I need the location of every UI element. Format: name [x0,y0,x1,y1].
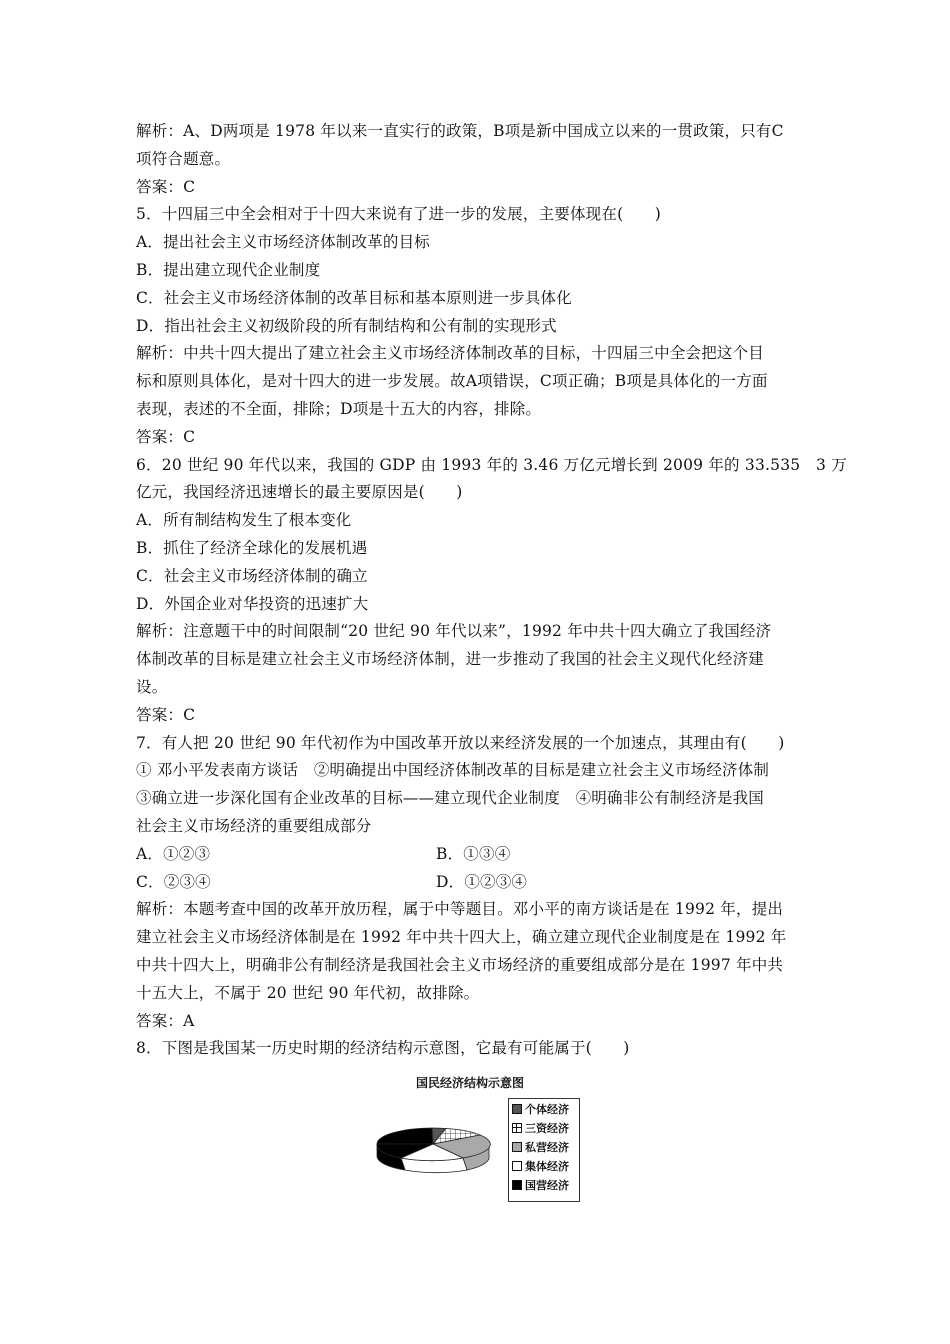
text-line: 解析：中共十四大提出了建立社会主义市场经济体制改革的目标，十四届三中全会把这个目 [136,344,765,363]
pie-chart-3d [370,1118,498,1182]
text-line: 解析：本题考查中国的改革开放历程，属于中等题目。邓小平的南方谈话是在 1992 年，提出 [136,900,784,919]
text-line: 亿元，我国经济迅速增长的最主要原因是( ) [136,483,463,502]
text-line: 标和原则具体化，是对十四大的进一步发展。故A项错误，C项正确；B项是具体化的一方面 [136,372,768,391]
text-line: ① 邓小平发表南方谈话 ②明确提出中国经济体制改革的目标是建立社会主义市场经济体制 [136,761,770,780]
text-line: 项符合题意。 [136,149,231,168]
chart-legend [508,1098,580,1202]
text-line: 设。 [136,677,168,696]
legend-label: 个体经济 [525,1102,569,1116]
options-row [136,841,816,869]
text-line: ③确立进一步深化国有企业改革的目标——建立现代企业制度 ④明确非公有制经济是我国 [136,789,765,808]
document-page [136,118,847,1063]
legend-item [509,1156,579,1175]
text-line: 表现，表述的不全面，排除；D项是十五大的内容，排除。 [136,399,542,418]
option-d: D．①②③④ [436,872,528,891]
option-line: B．抓住了经济全球化的发展机遇 [136,538,368,557]
option-line: B．提出建立现代企业制度 [136,260,321,279]
pie-slice-state-owned [377,1128,433,1144]
legend-swatch [512,1123,522,1133]
text-line: 社会主义市场经济的重要组成部分 [136,816,372,835]
figure-title: 国民经济结构示意图 [416,1076,525,1090]
answer-line: 答案：C [136,705,196,724]
option-line: A．提出社会主义市场经济体制改革的目标 [136,233,430,252]
options-row [136,869,816,897]
option-a: A．①②③ [136,844,211,863]
option-line: D．外国企业对华投资的迅速扩大 [136,594,369,613]
answer-line: 答案：A [136,1011,195,1030]
text-line: 中共十四大上，明确非公有制经济是我国社会主义市场经济的重要组成部分是在 1997 年中共 [136,955,784,974]
option-line: D．指出社会主义初级阶段的所有制结构和公有制的实现形式 [136,316,557,335]
text-line: 解析：A、D两项是 1978 年以来一直实行的政策，B项是新中国成立以来的一贯政策，只有C [136,122,784,140]
option-b: B．①③④ [436,844,511,863]
option-c: C．②③④ [136,872,211,891]
economy-structure-figure [360,1074,600,1214]
legend-swatch [512,1104,522,1114]
text-block-bottom [136,896,816,1063]
option-line: C．社会主义市场经济体制的改革目标和基本原则进一步具体化 [136,288,572,307]
text-line: 建立社会主义市场经济体制是在 1992 年中共十四大上，确立建立现代企业制度是在 1992 年 [136,928,787,947]
option-line: C．社会主义市场经济体制的确立 [136,566,368,585]
legend-item [509,1175,579,1194]
legend-item [509,1137,579,1156]
answer-line: 答案：C [136,177,196,196]
legend-swatch [512,1142,522,1152]
legend-swatch [512,1180,522,1190]
legend-label: 集体经济 [525,1159,569,1173]
text-line: 解析：注意题干中的时间限制“20 世纪 90 年代以来”，1992 年中共十四大确立了我国经济 [136,622,772,641]
question-8: 8．下图是我国某一历史时期的经济结构示意图，它最有可能属于( ) [136,1039,630,1058]
legend-label: 三资经济 [525,1121,569,1135]
legend-label: 私营经济 [525,1140,569,1154]
question-6: 6．20 世纪 90 年代以来，我国的 GDP 由 1993 年的 3.46 万亿元增长到 2009 年的 33.535 3 万 [136,455,847,474]
legend-item [509,1099,579,1118]
text-line: 体制改革的目标是建立社会主义市场经济体制，进一步推动了我国的社会主义现代化经济建 [136,650,765,669]
legend-item [509,1118,579,1137]
legend-label: 国营经济 [525,1178,569,1192]
option-line: A．所有制结构发生了根本变化 [136,511,352,530]
legend-swatch [512,1161,522,1171]
question-7: 7．有人把 20 世纪 90 年代初作为中国改革开放以来经济发展的一个加速点，其理由有( ) [136,733,785,752]
text-line: 十五大上，不属于 20 世纪 90 年代初，故排除。 [136,983,480,1002]
text-block-top [136,118,847,841]
question-5: 5．十四届三中全会相对于十四大来说有了进一步的发展，主要体现在( ) [136,205,661,224]
answer-line: 答案：C [136,427,196,446]
